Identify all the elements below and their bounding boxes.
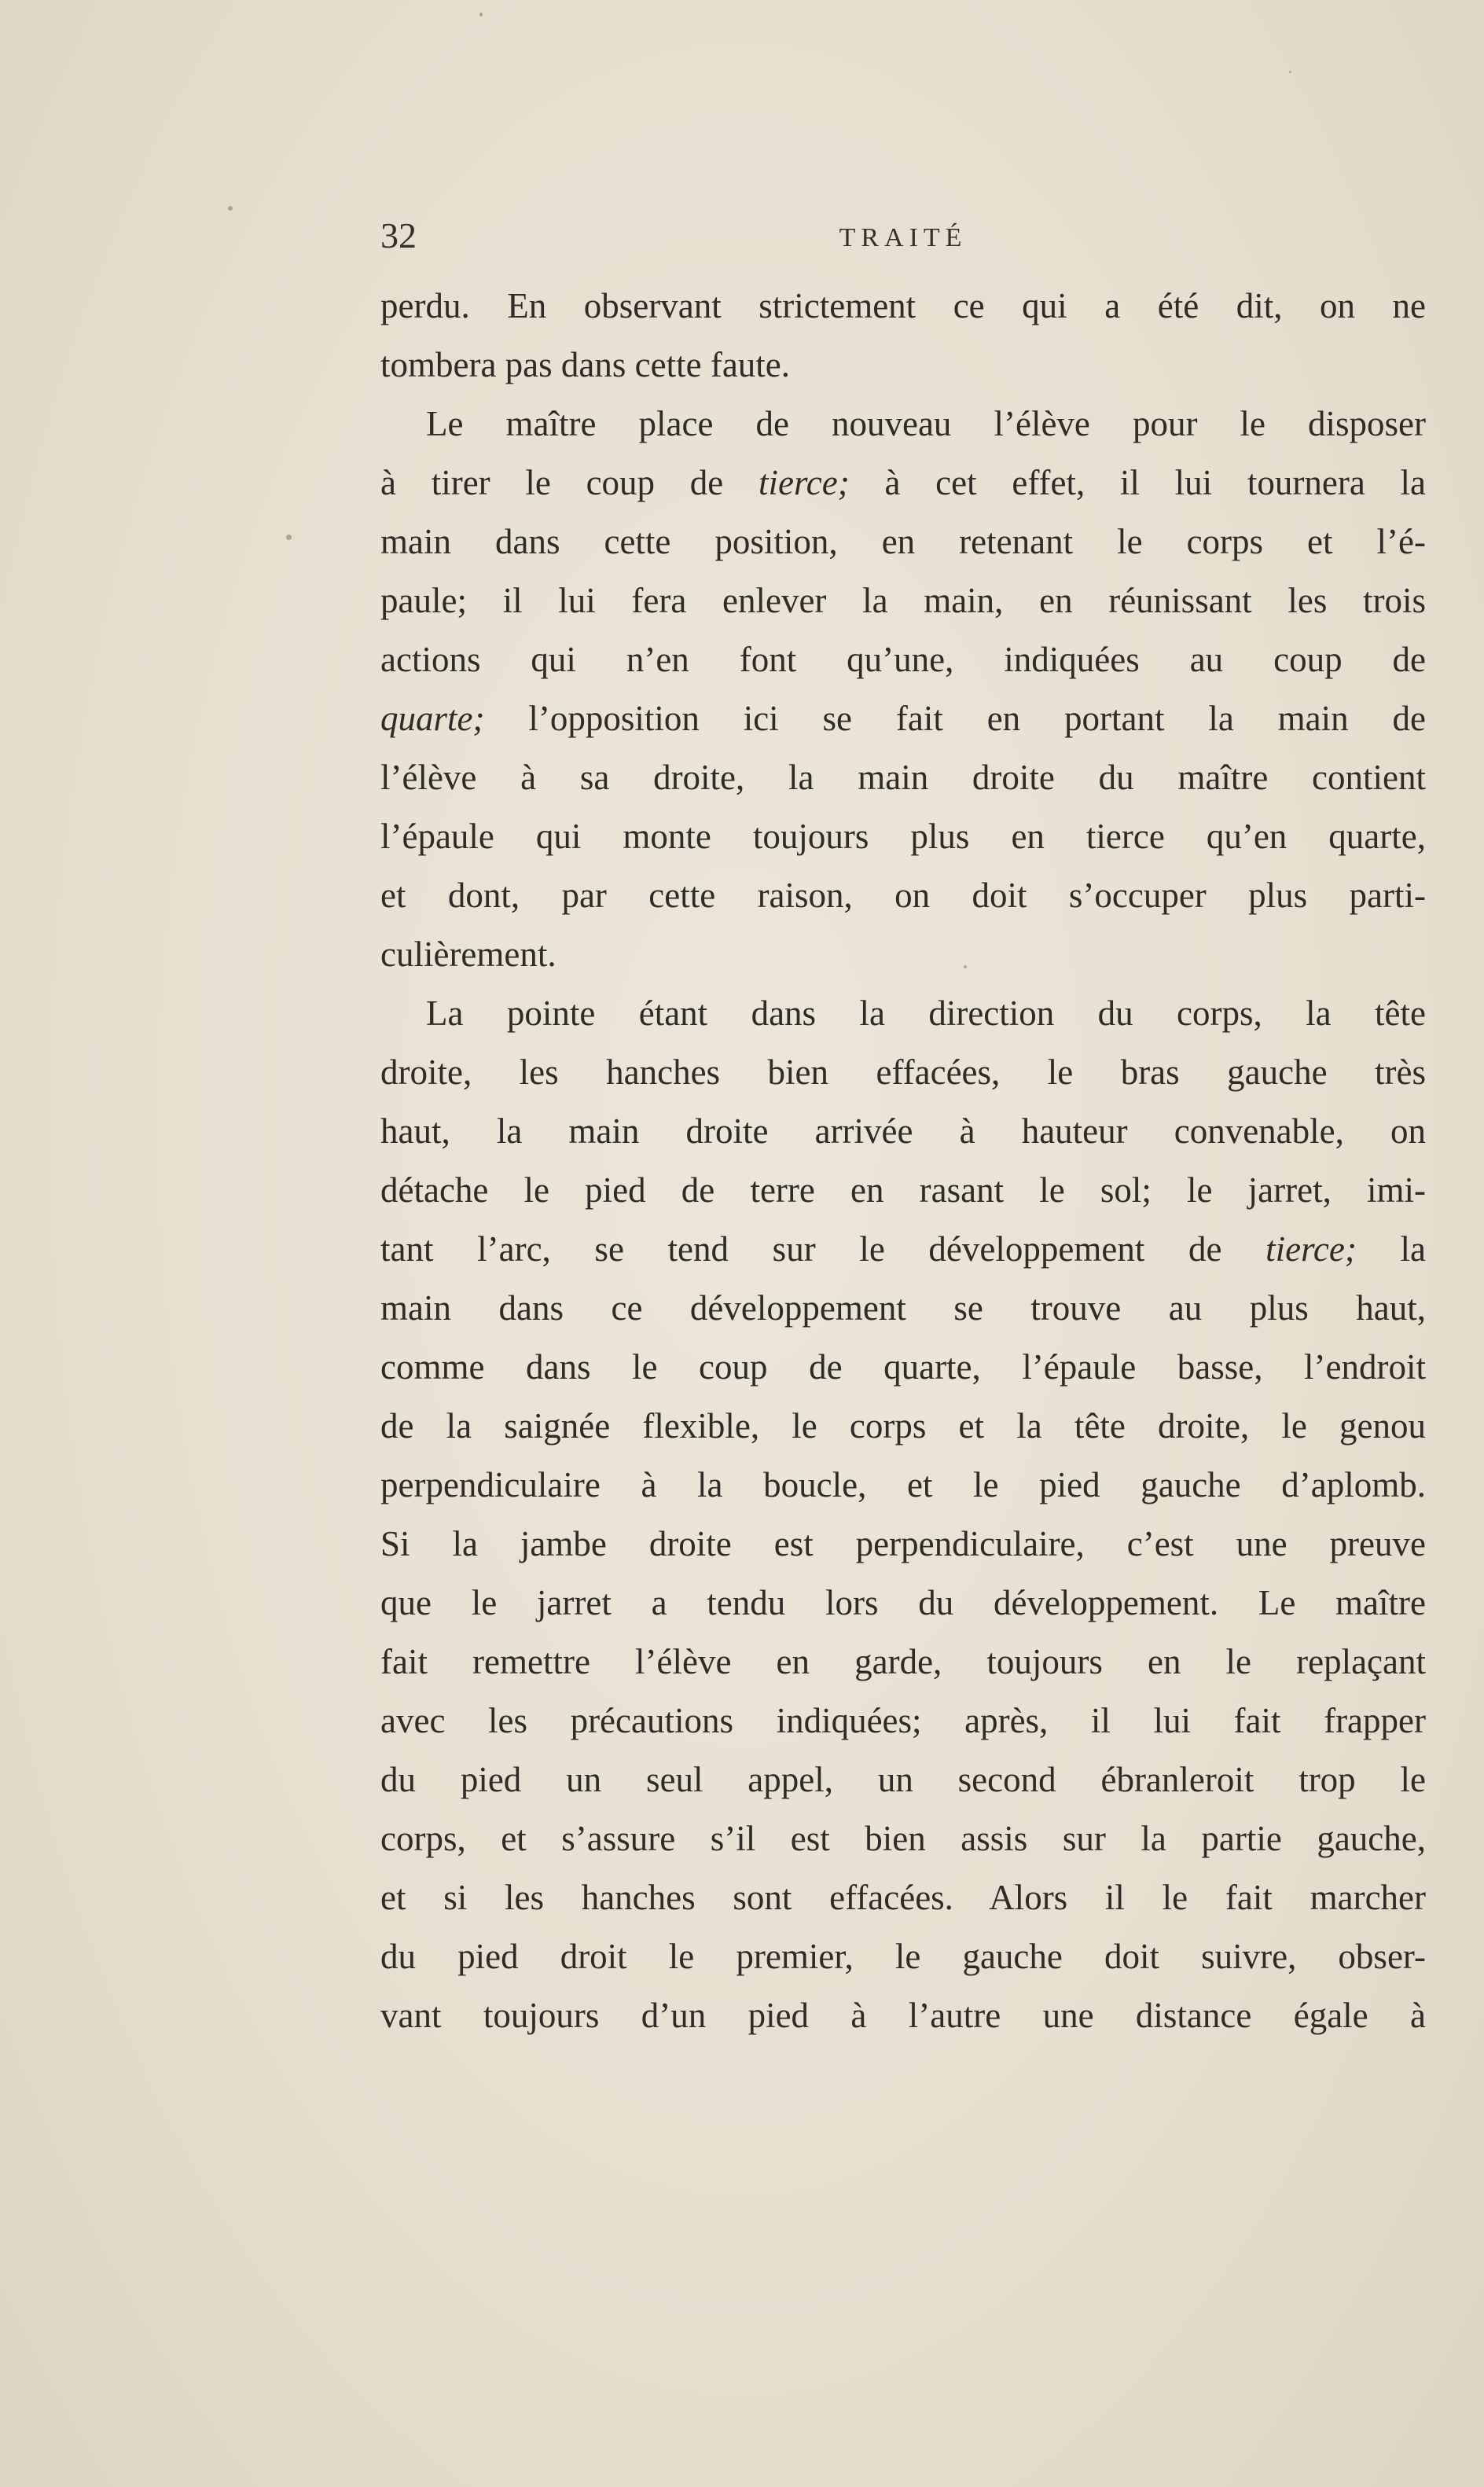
- italic-term: tierce;: [1265, 1229, 1357, 1269]
- text-line: main dans cette position, en retenant le corps et l’é-: [380, 522, 1426, 561]
- paper-speck: [286, 535, 292, 540]
- text-line: perpendiculaire à la boucle, et le pied gauche d’aplomb.: [380, 1465, 1426, 1504]
- text-line: corps, et s’assure s’il est bien assis sur la partie gauche,: [380, 1819, 1426, 1858]
- paper-speck: [228, 206, 233, 211]
- text-line: et si les hanches sont effacées. Alors il le fait marcher: [380, 1878, 1426, 1917]
- text-line: détache le pied de terre en rasant le sol; le jarret, imi-: [380, 1170, 1426, 1210]
- text-line: du pied droit le premier, le gauche doit suivre, obser-: [380, 1937, 1426, 1976]
- text-line: tombera pas dans cette faute.: [380, 345, 791, 384]
- text-line: fait remettre l’élève en garde, toujours en le replaçant: [380, 1642, 1426, 1681]
- text-line: avec les précautions indiquées; après, il lui fait frapper: [380, 1701, 1426, 1740]
- text-line: du pied un seul appel, un second ébranleroit trop le: [380, 1760, 1426, 1799]
- text-line: actions qui n’en font qu’une, indiquées au coup de: [380, 640, 1426, 679]
- text-line: La pointe étant dans la direction du corps, la tête: [426, 994, 1426, 1033]
- page-number: 32: [380, 215, 417, 255]
- paper-speck: [1289, 71, 1291, 73]
- text-line: l’élève à sa droite, la main droite du maître contient: [380, 758, 1426, 797]
- text-line: que le jarret a tendu lors du développement. Le maître: [380, 1583, 1426, 1622]
- body-text: [380, 277, 1426, 2045]
- italic-term: tierce;: [758, 463, 850, 502]
- text-line: culièrement.: [380, 935, 556, 974]
- italic-term: quarte;: [380, 699, 485, 738]
- text-line: vant toujours d’un pied à l’autre une distance égale à: [380, 1996, 1426, 2035]
- running-head: TRAITÉ: [839, 223, 968, 252]
- text-line: main dans ce développement se trouve au plus haut,: [380, 1288, 1426, 1328]
- text-line: quarte; l’opposition ici se fait en portant la main de: [380, 699, 1426, 738]
- text-line: tant l’arc, se tend sur le développement de tierce; la: [380, 1229, 1426, 1269]
- text-line: de la saignée flexible, le corps et la tête droite, le genou: [380, 1406, 1426, 1446]
- text-line: comme dans le coup de quarte, l’épaule basse, l’endroit: [380, 1347, 1426, 1387]
- text-line: paule; il lui fera enlever la main, en réunissant les trois: [380, 581, 1426, 620]
- text-line: et dont, par cette raison, on doit s’occuper plus parti-: [380, 876, 1426, 915]
- text-line: Le maître place de nouveau l’élève pour le disposer: [426, 404, 1426, 443]
- page-header: [380, 214, 1426, 258]
- text-line: l’épaule qui monte toujours plus en tierce qu’en quarte,: [380, 817, 1426, 856]
- text-line: perdu. En observant strictement ce qui a été dit, on ne: [380, 286, 1426, 325]
- text-line: à tirer le coup de tierce; à cet effet, il lui tournera la: [380, 463, 1427, 502]
- text-line: haut, la main droite arrivée à hauteur convenable, on: [380, 1111, 1426, 1151]
- text-line: droite, les hanches bien effacées, le bras gauche très: [380, 1052, 1426, 1092]
- text-line: Si la jambe droite est perpendiculaire, c’est une preuve: [380, 1524, 1426, 1563]
- paper-speck: [479, 13, 483, 17]
